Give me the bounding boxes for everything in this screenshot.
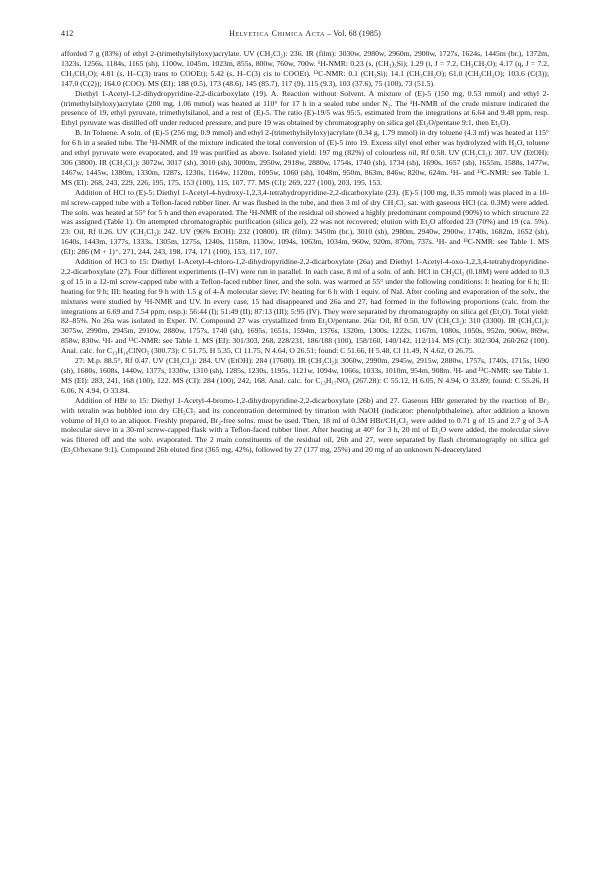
journal-name: Helvetica Chimica Acta: [229, 29, 326, 38]
paragraph-19-reaction-a: Diethyl 1-Acetyl-1,2-dihydropyridine-2,2-dicarboxylate (19). A. Reaction without Solvent. A mixture of (E)-5 (150 mg, 0.53 mmol) and ethyl 2-(trimethylsilyloxy)acrylate (200 mg, 1.06 mmol) was heated at 110° for 17 h in a sealed tube under N₂. The ¹H-NMR of the crude mixture indicated the presence of 19, ethyl pyruvate, trimethylsilanol, and a rest of (E)-5. The ratio (E)-19/5 was 95:5, estimated from the integrations at 6.64 and 9.48 ppm, resp. Ethyl pyruvate was distilled off under reduced pressure, and pure 19 was obtained by chromatography on silica gel (Et₂O/pentane 9:1, then Et₂O).: [61, 88, 549, 128]
running-header: [61, 29, 549, 41]
paragraph-hbr-addition-15: Addition of HBr to 15: Diethyl 1-Acetyl-4-bromo-1,2-dihydropyridine-2,2-dicarboxylate (26b) and 27. Gaseous HBr generated by the reaction of Br₂ with tetralin was bubbled into dry CH₂Cl₂ and its concentration determined by titration with NaOH (indicator: phenolphthaleine), after addition a known volume of H₂O to an aliquot. Freshly prepared, Br₂-free solns. must be used. Then, 18 ml of 0.3M HBr/CH₂Cl₂ were added to 0.71 g of 15 and 2.7 g of 3-Å molecular sieve in a 30-ml screw-capped flask with a Teflon-faced rubber liner. After heating at 40° for 3 h, 20 ml of Et₂O were added, the molecular sieve was filtered off and the solv. evaporated. The 2 main constituents of the residual oil, 26b and 27, were separated by flash chromatography on silica gel (Et₂O/hexane 9:1). Compound 26b eluted first (365 mg, 42%), followed by 27 (177 mg, 25%) and 20 mg of an unknown N-deacetylated: [61, 395, 549, 455]
paragraph-19-reaction-b: B. In Toluene. A soln. of (E)-5 (256 mg, 0.9 mmol) and ethyl 2-(trimethylsilyloxy)acrylate (0.34 g, 1.79 mmol) in dry toluene (4.3 ml) was heated at 115° for 6 h in a sealed tube. The ¹H-NMR of the mixture indicated the total conversion of (E)-5 into 19. Excess silyl enol ether was hydrolyzed with H₂O, toluene and ethyl pyruvate were evaporated, and 19 was purified as above. Isolated yield: 197 mg (82%) of colourless oil, Rf 0.58. UV (CH₂Cl₂): 307. UV (EtOH): 306 (3800). IR (CH₂Cl₂): 3072w, 3017 (sh), 3010 (sh), 3000m, 2950w, 2918w, 2880w, 1754s, 1740 (sh), 1734 (sh), 1690s, 1657 (sh), 1655m, 1588s, 1477w, 1467w, 1445w, 1380m, 1330m, 1287s, 1230s, 1164w, 1120m, 1095w, 1060 (sh), 1048m, 950m, 863m, 846w, 820w, 624m. ¹H- and ¹³C-NMR: see Table 1. MS (EI): 268, 243, 229, 226, 195, 175, 153 (100), 115, 107, 77. MS (CI): 269, 227 (100), 203, 195, 153.: [61, 128, 549, 187]
journal-volume: – Vol. 68 (1985): [327, 29, 381, 38]
paragraph-compound-27: 27: M.p. 88.5°, Rf 0.47. UV (CH₂Cl₂): 284. UV (EtOH): 284 (17600). IR (CH₂Cl₂): 3060w, 2990m, 2945w, 2915w, 2880w, 1757s, 1740s, 1715s, 1690 (sh), 1680s, 1608s, 1440w, 1377s, 1330w, 1310 (sh), 1285s, 1230s, 1195s, 1121w, 1094w, 1066s, 1033s, 1010m, 954m, 908m. ¹H- and ¹³C-NMR: see Table 1. MS (EI): 283, 241, 168 (100), 122. MS (CI): 284 (100), 242, 168. Anal. calc. for C₁₃H₁₇NO₆ (267.28): C 55.12, H 6.05, N 4.94, O 33.89; found: C 55.26, H 6.06, N 4.94, O 33.84.: [61, 356, 549, 395]
paragraph-hcl-addition-e5: Addition of HCl to (E)-5: Diethyl 1-Acetyl-4-hydroxy-1,2,3,4-tetrahydropyridine-2,2-dicarboxylate (23). (E)-5 (100 mg, 0.35 mmol) was placed in a 10-ml screw-capped tube with a Teflon-faced rubber liner. Ar was flushed in the tube, and then 3 ml of dry CH₂Cl₂ sat. with gaseous HCl (ca. 0.3M) were added. The soln. was heated at 55° for 5 h and then evaporated. The ¹H-NMR of the residual oil showed a highly predominant compound (90%) to which structure 22 was assigned (Table 1). On attempted chromatographic purification (silica gel), 22 was not recovered; elution with Et₂O afforded 23 (70%) and 19 (ca. 5%). 23: Oil, Rf 0.26. UV (CH₂Cl₂): 242. UV (96% EtOH): 232 (10800). IR (film): 3450m (br.), 3010 (sh), 2980m, 2940w, 2900w, 1740s, 1682m, 1652 (sh), 1640s, 1443m, 1377s, 1333s, 1305m, 1275s, 1240s, 1158m, 1130w, 1094s, 1063m, 1034m, 960w, 920m, 870m, 737s. ¹H- and ¹³C-NMR: see Table 1. MS (EI): 286 (M + 1)⁺, 271, 244, 243, 198, 174, 171 (100), 153, 117, 107.: [61, 187, 549, 257]
article-body: [61, 49, 549, 849]
paragraph-hcl-addition-15: Addition of HCl to 15: Diethyl 1-Acetyl-4-chloro-1,2-dihydropyridine-2,2-dicarboxylate (26a) and Diethyl 1-Acetyl-4-oxo-1,2,3,4-tetrahydropyridine-2,2-dicarboxylate (27). Four different experiments (I–IV) were run in parallel. In each case, 8 ml of a soln. of anh. HCl in CH₂Cl₂ (0.18M) were added to 0.3 g of 15 in a 12-ml screw-capped tube with a Teflon-faced rubber liner, and the soln. was warmed at 55° under the following conditions: I: heating for 6 h; II: heating for 9 h; III: heating for 9 h with 1.5 g of 4-Å molecular sieve; IV: heating for 6 h with 1 equiv. of NaI. After cooling and evaporation of the solv., the mixtures were studied by ¹H-NMR and UV. In every case, 15 had disappeared and 26a and 27, had formed in the following proportions (calc. from the integrations at 6.69 and 7.54 ppm, resp.): 56:44 (I); 51:49 (II); 87:13 (III); 5:95 (IV). They were separated by chromatography on silica gel (Et₂O). Total yield: 82–85%. No 26a was isolated in Exper. IV. Compound 27 was crystallized from Et₂O/pentane. 26a: Oil, Rf 0.50. UV (CH₂Cl₂): 310 (3300). IR (CH₂Cl₂): 3075w, 2990m, 2945m, 2910w, 2880w, 1757s, 1740 (sh), 1695s, 1651s, 1594m, 1376s, 1320m, 1300s, 1222s, 1167m, 1080s, 1050s, 952m, 906w, 869w, 858w, 830w. ¹H- and ¹³C-NMR: see Table 1. MS (EI): 301/303, 268, 228/231, 186/188 (100), 158/160, 140/142, 112/114. MS (CI): 302/304, 260/262 (100). Anal. calc. for C₁₃H₁₆ClNO₅ (300.73): C 51.75, H 5.35, Cl 11.75, N 4.64, O 26.51; found: C 51.66, H 5.48, Cl 11.49, N 4.62, O 26.75.: [61, 257, 549, 356]
journal-title: [61, 29, 549, 38]
paragraph-acrylate-data: afforded 7 g (83%) of ethyl 2-(trimethylsilyloxy)acrylate. UV (CH₂Cl₂): 236. IR (film): 3030w, 2980w, 2960m, 2900w, 1727s, 1624s, 1445m (br.), 1372m, 1323s, 1256s, 1184s, 1165 (sh), 1100w, 1045m, 1023m, 855s, 800w, 760w, 700w. ¹H-NMR: 0.23 (s, (CH₃)₃Si); 1.29 (t, J = 7.2, CH₃CH₂O); 4.17 (q, J = 7.2, CH₃CH₂O); 4.81 (s, H–C(3) trans to COOEt); 5.42 (s, H–C(3) cis to COOEt). ¹³C-NMR: 0.1 (CH₃Si); 14.1 (CH₃CH₂O); 61.0 (CH₃CH₂O); 103.6 (C(3)); 147.0 (C(2)); 164.0 (COO). MS (EI): 188 (0.5), 173 (48.6), 145 (85.7), 117 (9), 115 (9.3), 103 (37.6), 75 (100), 73 (51.5).: [61, 49, 549, 88]
page-number: 412: [61, 29, 74, 38]
